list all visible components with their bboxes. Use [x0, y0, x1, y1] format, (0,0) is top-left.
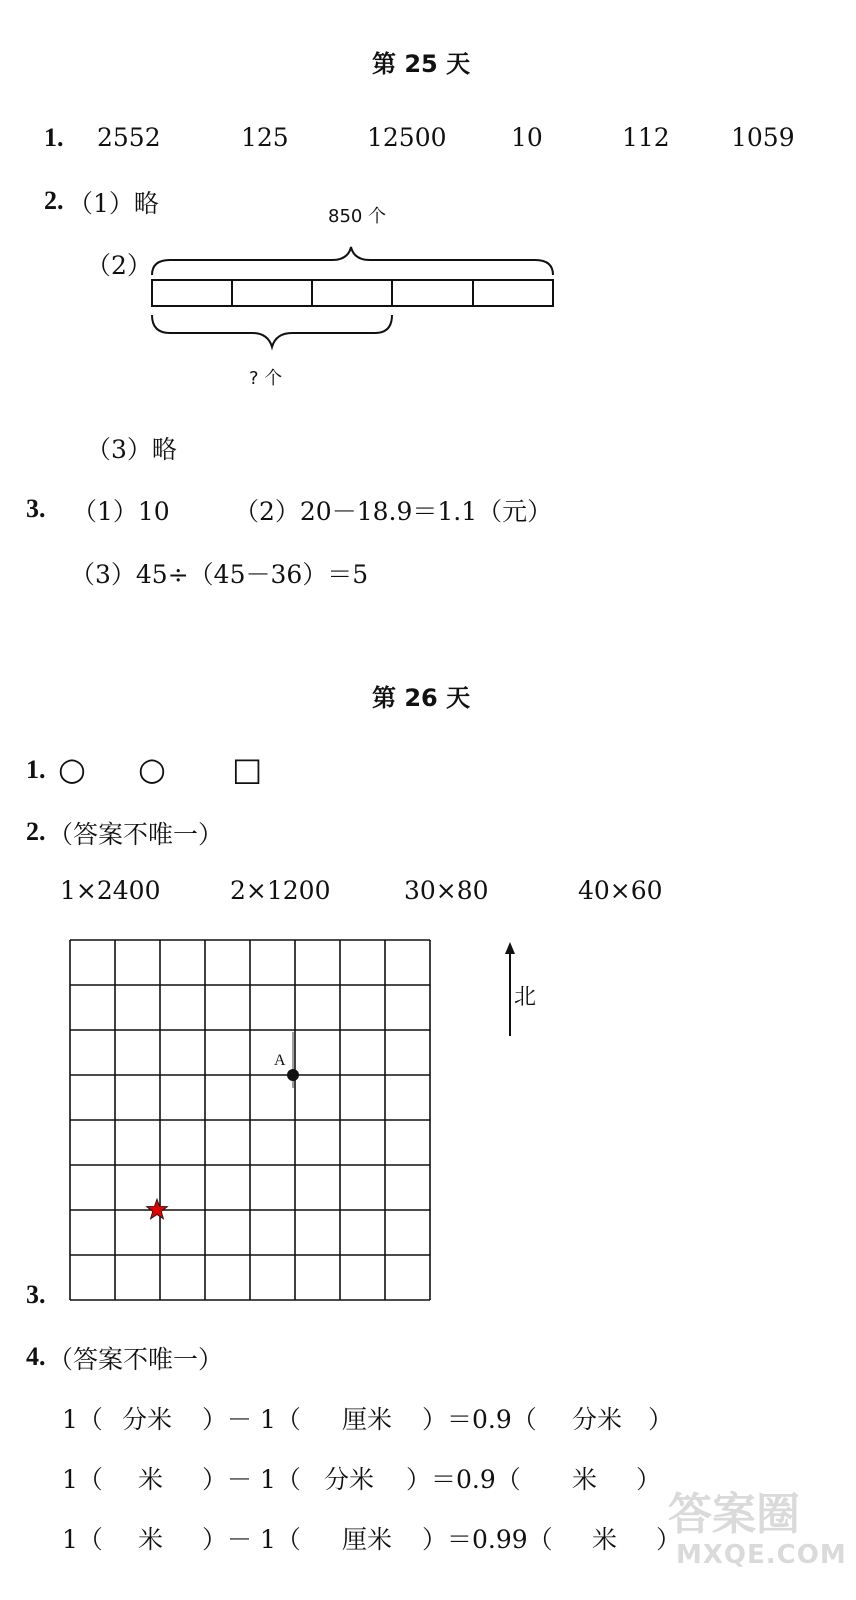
q3-number: 3.: [26, 494, 46, 523]
line-segment-diagram: [140, 225, 570, 365]
d26-q2-answer-3: 30×80: [404, 876, 489, 905]
eq-part: ）－ 1（: [202, 1525, 301, 1554]
eq-part: ）: [636, 1465, 662, 1494]
eq-unit: 分米: [324, 1465, 375, 1494]
d26-q1-symbol-1: ○: [58, 750, 86, 788]
d26-q4-note: （答案不唯一）: [48, 1345, 224, 1374]
q3-part3: （3）45÷（45－36）＝5: [70, 560, 369, 589]
unit-equation-row-1: [62, 1400, 762, 1434]
day26-title: 第 26 天: [372, 684, 471, 712]
watermark-url: MXQE.COM: [676, 1540, 847, 1570]
d26-q4-number: 4.: [26, 1342, 46, 1371]
part-brace: [152, 315, 392, 347]
d26-q2-answer-4: 40×60: [578, 876, 663, 905]
grid-map: [60, 930, 450, 1310]
total-quantity-label: 850 个: [328, 206, 387, 227]
q1-answer-5: 112: [622, 123, 670, 152]
eq-part: ）－ 1（: [202, 1405, 301, 1434]
unit-equation-row-2: [62, 1460, 762, 1494]
eq-part: ）: [656, 1525, 682, 1554]
total-brace: [152, 247, 553, 275]
eq-unit: 分米: [572, 1405, 623, 1434]
d26-q2-answer-2: 2×1200: [230, 876, 331, 905]
north-label: 北: [514, 985, 537, 1010]
q1-answer-1: 2552: [97, 123, 161, 152]
q1-answer-2: 125: [241, 123, 289, 152]
watermark-logo: 答案圈: [668, 1489, 800, 1540]
eq-part: ）: [648, 1405, 674, 1434]
eq-part: ）－ 1（: [202, 1465, 301, 1494]
d26-q2-note: （答案不唯一）: [48, 820, 224, 849]
segment-bar: [152, 280, 553, 306]
q2-part1: （1）略: [68, 189, 159, 218]
eq-unit: 分米: [122, 1405, 173, 1434]
point-a-label: A: [274, 1052, 286, 1069]
eq-part: ）＝0.9（: [406, 1465, 521, 1494]
eq-unit: 米: [138, 1525, 164, 1554]
eq-unit: 米: [138, 1465, 164, 1494]
d26-q2-number: 2.: [26, 817, 46, 846]
eq-part: ）＝0.9（: [422, 1405, 537, 1434]
d26-q2-answer-1: 1×2400: [60, 876, 161, 905]
q2-part3: （3）略: [86, 435, 177, 464]
eq-part: ）＝0.99（: [422, 1525, 553, 1554]
eq-unit: 米: [592, 1525, 618, 1554]
eq-unit: 米: [572, 1465, 598, 1494]
q2-part2-label: （2）: [86, 251, 152, 280]
eq-part: 1（: [62, 1525, 103, 1554]
day25-title: 第 25 天: [372, 50, 471, 78]
d26-q1-symbol-3: □: [232, 750, 263, 788]
part-quantity-label: ? 个: [249, 368, 283, 389]
d26-q1-number: 1.: [26, 755, 46, 784]
star-marker: [147, 1199, 168, 1219]
eq-part: 1（: [62, 1405, 103, 1434]
q1-number: 1.: [44, 123, 64, 152]
d26-q3-number: 3.: [26, 1280, 46, 1309]
q3-part1: （1）10: [72, 497, 170, 526]
d26-q1-symbol-2: ○: [138, 750, 166, 788]
unit-equation-row-3: [62, 1520, 762, 1554]
q1-answer-4: 10: [511, 123, 543, 152]
eq-unit: 厘米: [342, 1405, 393, 1434]
q2-number: 2.: [44, 186, 64, 215]
eq-part: 1（: [62, 1465, 103, 1494]
q1-answer-3: 12500: [367, 123, 447, 152]
q1-answer-6: 1059: [731, 123, 795, 152]
q3-part2: （2）20－18.9＝1.1（元）: [234, 497, 553, 526]
eq-unit: 厘米: [342, 1525, 393, 1554]
